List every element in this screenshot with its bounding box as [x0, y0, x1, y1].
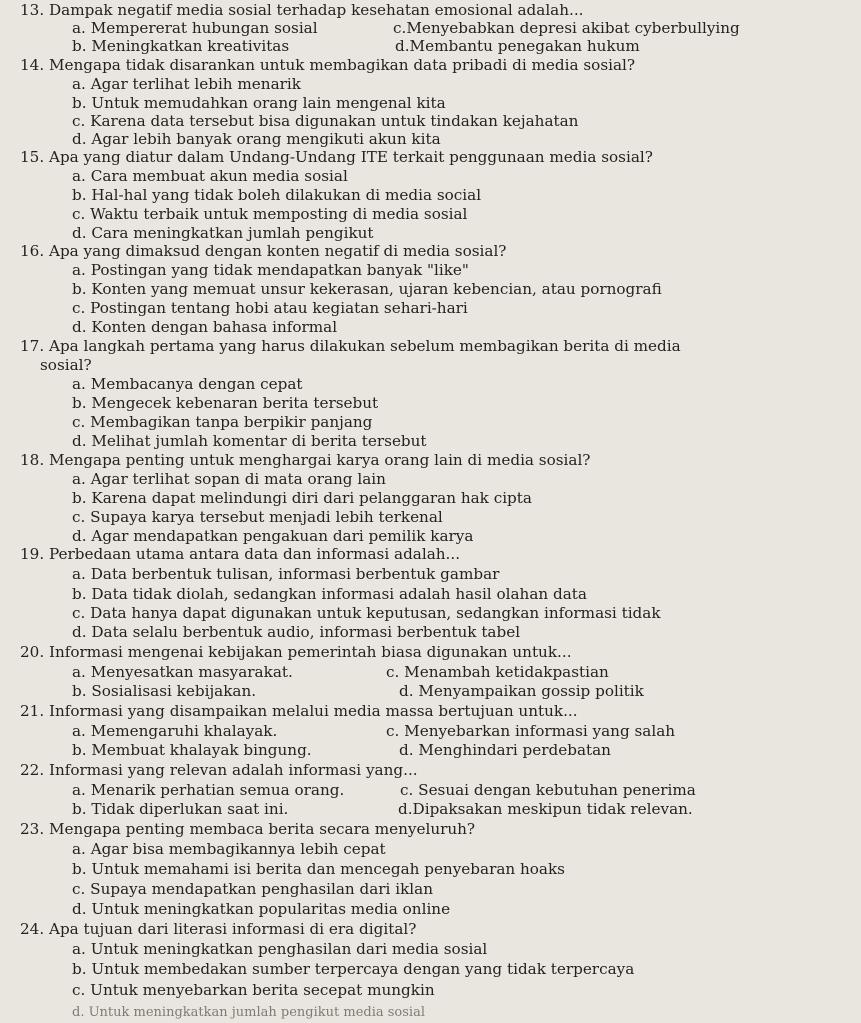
option-24a[interactable]: a. Untuk meningkatkan penghasilan dari media sosial [72, 940, 488, 958]
option-14a[interactable]: a. Agar terlihat lebih menarik [72, 75, 301, 93]
option-23c[interactable]: c. Supaya mendapatkan penghasilan dari iklan [72, 880, 433, 898]
option-17c[interactable]: c. Membagikan tanpa berpikir panjang [72, 413, 373, 431]
option-14d[interactable]: d. Agar lebih banyak orang mengikuti akun kita [72, 130, 441, 148]
option-24b[interactable]: b. Untuk membedakan sumber terpercaya dengan yang tidak terpercaya [72, 960, 635, 978]
option-21b[interactable]: b. Membuat khalayak bingung. [72, 741, 312, 759]
option-24d[interactable]: d. Untuk meningkatkan jumlah pengikut media sosial [72, 1005, 425, 1020]
option-14b[interactable]: b. Untuk memudahkan orang lain mengenal kita [72, 94, 446, 112]
option-16a[interactable]: a. Postingan yang tidak mendapatkan banyak "like" [72, 261, 469, 279]
option-15d[interactable]: d. Cara meningkatkan jumlah pengikut [72, 224, 374, 242]
option-13d[interactable]: d.Membantu penegakan hukum [395, 37, 640, 55]
option-16c[interactable]: c. Postingan tentang hobi atau kegiatan sehari-hari [72, 299, 468, 317]
option-23d[interactable]: d. Untuk meningkatkan popularitas media online [72, 900, 451, 918]
option-24c[interactable]: c. Untuk menyebarkan berita secepat mungkin [72, 981, 435, 999]
option-17a[interactable]: a. Membacanya dengan cepat [72, 375, 303, 393]
question-22: 22. Informasi yang relevan adalah informasi yang... [20, 761, 418, 779]
question-18: 18. Mengapa penting untuk menghargai karya orang lain di media sosial? [20, 451, 591, 469]
question-20: 20. Informasi mengenai kebijakan pemerintah biasa digunakan untuk... [20, 643, 572, 661]
option-14c[interactable]: c. Karena data tersebut bisa digunakan untuk tindakan kejahatan [72, 112, 579, 130]
question-19: 19. Perbedaan utama antara data dan informasi adalah... [20, 545, 461, 563]
option-18d[interactable]: d. Agar mendapatkan pengakuan dari pemilik karya [72, 527, 474, 545]
option-23a[interactable]: a. Agar bisa membagikannya lebih cepat [72, 840, 386, 858]
option-17b[interactable]: b. Mengecek kebenaran berita tersebut [72, 394, 379, 412]
question-21: 21. Informasi yang disampaikan melalui media massa bertujuan untuk... [20, 702, 578, 720]
option-22d[interactable]: d.Dipaksakan meskipun tidak relevan. [398, 800, 693, 818]
option-19a[interactable]: a. Data berbentuk tulisan, informasi berbentuk gambar [72, 565, 500, 583]
option-18a[interactable]: a. Agar terlihat sopan di mata orang lain [72, 470, 386, 488]
option-17d[interactable]: d. Melihat jumlah komentar di berita tersebut [72, 432, 427, 450]
option-19d[interactable]: d. Data selalu berbentuk audio, informasi berbentuk tabel [72, 623, 521, 641]
option-23b[interactable]: b. Untuk memahami isi berita dan mencegah penyebaran hoaks [72, 860, 565, 878]
option-18c[interactable]: c. Supaya karya tersebut menjadi lebih terkenal [72, 508, 443, 526]
question-14: 14. Mengapa tidak disarankan untuk membagikan data pribadi di media sosial? [20, 56, 636, 74]
question-17: 17. Apa langkah pertama yang harus dilakukan sebelum membagikan berita di media [20, 337, 681, 355]
option-22b[interactable]: b. Tidak diperlukan saat ini. [72, 800, 289, 818]
question-17-continued: sosial? [40, 356, 92, 374]
question-15: 15. Apa yang diatur dalam Undang-Undang ITE terkait penggunaan media sosial? [20, 148, 653, 166]
option-19b[interactable]: b. Data tidak diolah, sedangkan informasi adalah hasil olahan data [72, 585, 587, 603]
question-13: 13. Dampak negatif media sosial terhadap kesehatan emosional adalah... [20, 1, 584, 19]
option-13b[interactable]: b. Meningkatkan kreativitas [72, 37, 290, 55]
option-21a[interactable]: a. Memengaruhi khalayak. [72, 722, 278, 740]
option-13a[interactable]: a. Mempererat hubungan sosial [72, 19, 318, 37]
option-20b[interactable]: b. Sosialisasi kebijakan. [72, 682, 257, 700]
option-15c[interactable]: c. Waktu terbaik untuk memposting di media sosial [72, 205, 468, 223]
option-16b[interactable]: b. Konten yang memuat unsur kekerasan, ujaran kebencian, atau pornografi [72, 280, 662, 298]
option-16d[interactable]: d. Konten dengan bahasa informal [72, 318, 338, 336]
option-22c[interactable]: c. Sesuai dengan kebutuhan penerima [400, 781, 696, 799]
option-15a[interactable]: a. Cara membuat akun media sosial [72, 167, 348, 185]
question-23: 23. Mengapa penting membaca berita secara menyeluruh? [20, 820, 476, 838]
option-13c[interactable]: c.Menyebabkan depresi akibat cyberbullying [393, 19, 740, 37]
option-18b[interactable]: b. Karena dapat melindungi diri dari pelanggaran hak cipta [72, 489, 532, 507]
option-20a[interactable]: a. Menyesatkan masyarakat. [72, 663, 293, 681]
option-20c[interactable]: c. Menambah ketidakpastian [386, 663, 609, 681]
option-19c[interactable]: c. Data hanya dapat digunakan untuk keputusan, sedangkan informasi tidak [72, 604, 661, 622]
question-24: 24. Apa tujuan dari literasi informasi di era digital? [20, 920, 417, 938]
option-15b[interactable]: b. Hal-hal yang tidak boleh dilakukan di media social [72, 186, 482, 204]
option-20d[interactable]: d. Menyampaikan gossip politik [399, 682, 644, 700]
question-16: 16. Apa yang dimaksud dengan konten negatif di media sosial? [20, 242, 507, 260]
option-21d[interactable]: d. Menghindari perdebatan [399, 741, 611, 759]
option-21c[interactable]: c. Menyebarkan informasi yang salah [386, 722, 676, 740]
option-22a[interactable]: a. Menarik perhatian semua orang. [72, 781, 345, 799]
